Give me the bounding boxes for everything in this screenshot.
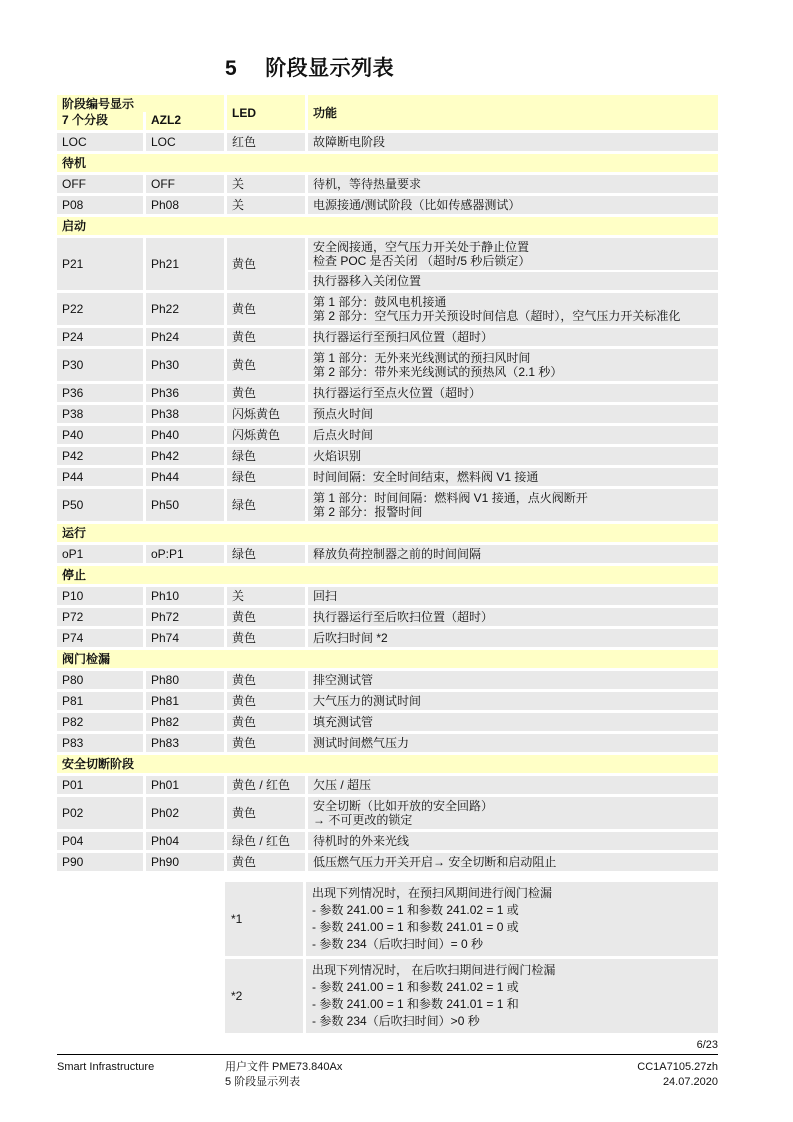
table-row [57, 328, 718, 346]
function-part [308, 447, 718, 465]
function-part [308, 426, 718, 444]
cell-azl2: Ph50 [146, 489, 224, 521]
chapter-title: 阶段显示列表 [265, 57, 395, 80]
cell-azl2: Ph83 [146, 734, 224, 752]
table-row [57, 629, 718, 647]
table-row [57, 349, 718, 381]
footer-doc-id: CC1A7105.27zh [637, 1061, 718, 1073]
footer-rule [57, 1054, 718, 1055]
function-line: 第 2 部分：空气压力开关预设时间信息（超时），空气压力开关标准化 [313, 309, 681, 323]
chapter-number: 5 [225, 57, 238, 80]
cell-led: 关 [227, 196, 305, 214]
function-part [308, 272, 718, 290]
cell-7-segment: P21 [57, 238, 143, 290]
cell-led: 绿色 [227, 489, 305, 521]
cell-function [308, 175, 718, 193]
table-row [57, 489, 718, 521]
function-part [308, 133, 718, 151]
cell-azl2: Ph80 [146, 671, 224, 689]
section-row [57, 217, 718, 235]
cell-7-segment: P38 [57, 405, 143, 423]
cell-azl2: Ph74 [146, 629, 224, 647]
section-label: 运行 [57, 524, 718, 542]
table-row [57, 238, 718, 290]
function-line: 第 1 部分：鼓风电机接通 [313, 295, 447, 309]
cell-azl2: LOC [146, 133, 224, 151]
cell-function [308, 734, 718, 752]
footnotes [225, 882, 718, 1033]
function-line: 低压燃气压力开关开启→ 安全切断和启动阻止 [313, 855, 557, 869]
cell-function [308, 196, 718, 214]
function-line: 测试时间燃气压力 [313, 736, 410, 750]
cell-azl2: Ph21 [146, 238, 224, 290]
page-number: 6/23 [696, 1039, 718, 1051]
cell-7-segment: OFF [57, 175, 143, 193]
table-body [57, 133, 718, 871]
cell-azl2: Ph72 [146, 608, 224, 626]
cell-led: 黄色 [227, 713, 305, 731]
function-line: 第 2 部分：带外来光线测试的预热风（2.1 秒） [313, 365, 563, 379]
function-line: 预点火时间 [313, 407, 374, 421]
cell-led: 闪烁黄色 [227, 426, 305, 444]
cell-azl2: Ph24 [146, 328, 224, 346]
cell-led: 黄色 [227, 608, 305, 626]
table-row [57, 797, 718, 829]
cell-led: 黄色 [227, 853, 305, 871]
function-line: 排空测试管 [313, 673, 374, 687]
function-line: 待机时的外来光线 [313, 834, 410, 848]
function-part [308, 608, 718, 626]
cell-led: 黄色 [227, 671, 305, 689]
cell-azl2: Ph42 [146, 447, 224, 465]
function-part [308, 776, 718, 794]
footnote-id: *2 [225, 959, 303, 1033]
cell-7-segment: oP1 [57, 545, 143, 563]
cell-led: 黄色 [227, 328, 305, 346]
cell-azl2: Ph82 [146, 713, 224, 731]
cell-7-segment: P24 [57, 328, 143, 346]
table-row [57, 405, 718, 423]
function-part [308, 175, 718, 193]
cell-azl2: Ph01 [146, 776, 224, 794]
function-line: 执行器移入关闭位置 [313, 274, 422, 288]
function-part [308, 832, 718, 850]
function-line: 第 2 部分：报警时间 [313, 505, 423, 519]
cell-7-segment: P81 [57, 692, 143, 710]
section-row [57, 154, 718, 172]
table-row [57, 853, 718, 871]
header-phase-number-display: 阶段编号显示 [57, 95, 224, 112]
cell-7-segment: P80 [57, 671, 143, 689]
footnote-line: - 参数 241.00 = 1 和参数 241.01 = 1 和 [312, 997, 519, 1011]
cell-led: 关 [227, 587, 305, 605]
cell-led: 绿色 / 红色 [227, 832, 305, 850]
table-row [57, 713, 718, 731]
cell-led: 黄色 [227, 349, 305, 381]
table-row [57, 608, 718, 626]
cell-azl2: Ph04 [146, 832, 224, 850]
footer-doc-chapter: 5 阶段显示列表 [225, 1076, 301, 1088]
cell-function [308, 447, 718, 465]
section-label: 启动 [57, 217, 718, 235]
table-row [57, 293, 718, 325]
cell-function [308, 489, 718, 521]
cell-led: 关 [227, 175, 305, 193]
function-line: 检查 POC 是否关闭 （超时/5 秒后锁定） [313, 254, 531, 268]
cell-function [308, 832, 718, 850]
header-led: LED [227, 95, 305, 130]
cell-function [308, 629, 718, 647]
table-row [57, 776, 718, 794]
function-part [308, 405, 718, 423]
page-footer [57, 1060, 718, 1090]
cell-azl2: Ph81 [146, 692, 224, 710]
cell-led: 黄色 [227, 384, 305, 402]
table-row [57, 468, 718, 486]
cell-azl2: Ph36 [146, 384, 224, 402]
function-line: 电源接通/测试阶段（比如传感器测试） [313, 198, 521, 212]
function-part [308, 196, 718, 214]
cell-function [308, 133, 718, 151]
section-label: 阀门检漏 [57, 650, 718, 668]
cell-azl2: Ph40 [146, 426, 224, 444]
table-row [57, 587, 718, 605]
cell-7-segment: P22 [57, 293, 143, 325]
cell-led: 绿色 [227, 545, 305, 563]
cell-function [308, 384, 718, 402]
function-line: 回扫 [313, 589, 338, 603]
footer-brand: Smart Infrastructure [57, 1061, 155, 1073]
section-row [57, 650, 718, 668]
function-line: 待机，等待热量要求 [313, 177, 422, 191]
footnote-id: *1 [225, 882, 303, 956]
cell-azl2: Ph30 [146, 349, 224, 381]
function-part [308, 713, 718, 731]
cell-function [308, 853, 718, 871]
function-part [308, 238, 718, 270]
cell-azl2: Ph38 [146, 405, 224, 423]
function-line: 第 1 部分：时间间隔：燃料阀 V1 接通，点火阀断开 [313, 491, 588, 505]
function-line: 后吹扫时间 *2 [313, 631, 388, 645]
function-part [308, 587, 718, 605]
function-line: 后点火时间 [313, 428, 374, 442]
section-label: 安全切断阶段 [57, 755, 718, 773]
cell-led: 黄色 [227, 238, 305, 290]
cell-led: 红色 [227, 133, 305, 151]
table-row [57, 426, 718, 444]
footnote-line: - 参数 241.00 = 1 和参数 241.01 = 0 或 [312, 920, 519, 934]
cell-7-segment: P02 [57, 797, 143, 829]
cell-function [308, 238, 718, 290]
function-line: 时间间隔：安全时间结束，燃料阀 V1 接通 [313, 470, 539, 484]
section-label: 停止 [57, 566, 718, 584]
function-part [308, 349, 718, 381]
function-line: 释放负荷控制器之前的时间间隔 [313, 547, 482, 561]
section-label: 待机 [57, 154, 718, 172]
function-part [308, 629, 718, 647]
cell-function [308, 713, 718, 731]
cell-led: 绿色 [227, 447, 305, 465]
cell-7-segment: P74 [57, 629, 143, 647]
function-line: 填充测试管 [313, 715, 374, 729]
cell-7-segment: P50 [57, 489, 143, 521]
footnote-line: - 参数 234（后吹扫时间）= 0 秒 [312, 937, 484, 951]
footnote-line: 出现下列情况时，在预扫风期间进行阀门检漏 [312, 886, 553, 900]
function-line: 欠压 / 超压 [313, 778, 372, 792]
cell-7-segment: P44 [57, 468, 143, 486]
function-line: 执行器运行至后吹扫位置（超时） [313, 610, 494, 624]
cell-7-segment: P01 [57, 776, 143, 794]
function-part [308, 328, 718, 346]
table-row [57, 734, 718, 752]
function-line: 执行器运行至点火位置（超时） [313, 386, 482, 400]
cell-function [308, 349, 718, 381]
footnote-line: - 参数 234（后吹扫时间）>0 秒 [312, 1014, 480, 1028]
cell-function [308, 545, 718, 563]
footnote-line: 出现下列情况时， 在后吹扫期间进行阀门检漏 [312, 963, 556, 977]
cell-led: 闪烁黄色 [227, 405, 305, 423]
function-part [308, 545, 718, 563]
page-content [57, 52, 718, 1090]
function-line: 故障断电阶段 [313, 135, 386, 149]
table-row [57, 175, 718, 193]
cell-led: 黄色 [227, 734, 305, 752]
table-row [57, 692, 718, 710]
cell-function [308, 405, 718, 423]
cell-azl2: Ph90 [146, 853, 224, 871]
header-function: 功能 [308, 95, 718, 130]
cell-function [308, 293, 718, 325]
table-row [57, 832, 718, 850]
footnote-line: - 参数 241.00 = 1 和参数 241.02 = 1 或 [312, 980, 519, 994]
phase-table [57, 95, 718, 871]
cell-7-segment: P04 [57, 832, 143, 850]
cell-7-segment: P72 [57, 608, 143, 626]
cell-7-segment: P90 [57, 853, 143, 871]
function-part [308, 853, 718, 871]
cell-azl2: Ph08 [146, 196, 224, 214]
function-part [308, 489, 718, 521]
cell-azl2: Ph44 [146, 468, 224, 486]
cell-7-segment: P42 [57, 447, 143, 465]
section-row [57, 566, 718, 584]
footnote-row [225, 882, 718, 956]
cell-7-segment: P40 [57, 426, 143, 444]
function-part [308, 692, 718, 710]
cell-led: 黄色 [227, 797, 305, 829]
cell-function [308, 797, 718, 829]
table-row [57, 545, 718, 563]
cell-function [308, 587, 718, 605]
cell-function [308, 468, 718, 486]
cell-7-segment: P82 [57, 713, 143, 731]
section-row [57, 524, 718, 542]
cell-azl2: Ph02 [146, 797, 224, 829]
footnote-row [225, 959, 718, 1033]
function-line: 火焰识别 [313, 449, 362, 463]
cell-7-segment: P83 [57, 734, 143, 752]
cell-function [308, 608, 718, 626]
footer-document-info [225, 1060, 637, 1090]
cell-function [308, 776, 718, 794]
footnote-text [306, 959, 718, 1033]
table-header [57, 95, 718, 130]
header-azl2: AZL2 [146, 112, 224, 130]
function-part [308, 384, 718, 402]
cell-7-segment: P30 [57, 349, 143, 381]
cell-function [308, 426, 718, 444]
cell-led: 黄色 [227, 293, 305, 325]
cell-led: 黄色 / 红色 [227, 776, 305, 794]
cell-7-segment: P36 [57, 384, 143, 402]
cell-azl2: oP:P1 [146, 545, 224, 563]
table-row [57, 447, 718, 465]
cell-led: 黄色 [227, 629, 305, 647]
page-title [225, 52, 718, 82]
header-7-segment: 7 个分段 [57, 112, 143, 130]
cell-7-segment: P10 [57, 587, 143, 605]
cell-function [308, 692, 718, 710]
function-line: 安全阀接通，空气压力开关处于静止位置 [313, 240, 530, 254]
function-part [308, 797, 718, 829]
cell-7-segment: P08 [57, 196, 143, 214]
cell-7-segment: LOC [57, 133, 143, 151]
cell-led: 黄色 [227, 692, 305, 710]
footer-doc-date: 24.07.2020 [662, 1076, 718, 1088]
cell-azl2: OFF [146, 175, 224, 193]
cell-function [308, 328, 718, 346]
table-row [57, 196, 718, 214]
footnote-line: - 参数 241.00 = 1 和参数 241.02 = 1 或 [312, 903, 519, 917]
cell-function [308, 671, 718, 689]
function-line: 第 1 部分：无外来光线测试的预扫风时间 [313, 351, 531, 365]
function-part [308, 671, 718, 689]
table-row [57, 133, 718, 151]
table-row [57, 671, 718, 689]
footer-doc-name: 用户文件 PME73.840Ax [225, 1061, 343, 1073]
footnote-text [306, 882, 718, 956]
footer-reference [637, 1060, 718, 1090]
function-part [308, 734, 718, 752]
function-line: 执行器运行至预扫风位置（超时） [313, 330, 494, 344]
cell-azl2: Ph10 [146, 587, 224, 605]
function-line: 安全切断（比如开放的安全回路） [313, 799, 494, 813]
section-row [57, 755, 718, 773]
function-part [308, 468, 718, 486]
function-line: → 不可更改的锁定 [313, 813, 413, 827]
function-line: 大气压力的测试时间 [313, 694, 422, 708]
table-row [57, 384, 718, 402]
cell-led: 绿色 [227, 468, 305, 486]
cell-azl2: Ph22 [146, 293, 224, 325]
function-part [308, 293, 718, 325]
